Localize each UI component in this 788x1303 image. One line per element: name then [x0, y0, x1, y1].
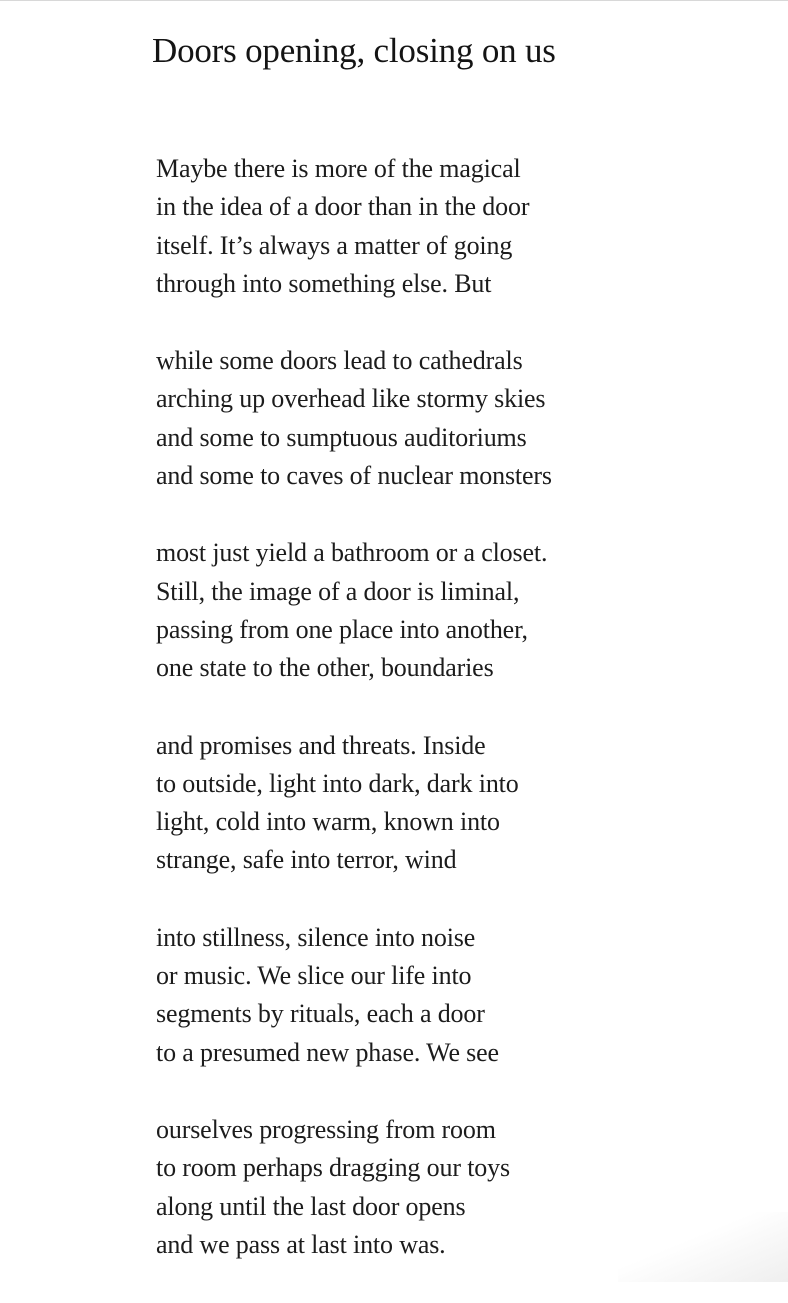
- poem-line: light, cold into warm, known into: [156, 807, 500, 837]
- poem-line: ourselves progressing from room: [156, 1114, 496, 1144]
- poem-line: to a presumed new phase. We see: [156, 1037, 499, 1067]
- poem-line: arching up overhead like stormy skies: [156, 384, 546, 414]
- poem-title: Doors opening, closing on us: [152, 31, 556, 70]
- poem-line: Maybe there is more of the magical: [156, 154, 521, 183]
- top-divider: [0, 0, 788, 1]
- stanza-4: [156, 727, 756, 880]
- poem-line: and some to caves of nuclear monsters: [156, 461, 552, 491]
- stanza-1: [156, 150, 756, 303]
- poem-body: [156, 150, 756, 1303]
- poem-line: in the idea of a door than in the door: [156, 192, 530, 222]
- poem-line: one state to the other, boundaries: [156, 653, 494, 683]
- poem-line: passing from one place into another,: [156, 614, 528, 644]
- poem-line: segments by rituals, each a door: [156, 999, 485, 1029]
- poem-line: and some to sumptuous auditoriums: [156, 422, 527, 452]
- stanza-5: [156, 919, 756, 1072]
- poem-line: to outside, light into dark, dark into: [156, 768, 519, 798]
- poem-line: or music. We slice our life into: [156, 961, 472, 991]
- poem-line: and promises and threats. Inside: [156, 730, 486, 760]
- poem-line: most just yield a bathroom or a closet.: [156, 538, 548, 568]
- poem-line: strange, safe into terror, wind: [156, 845, 457, 875]
- poem-line: Still, the image of a door is liminal,: [156, 576, 520, 606]
- poem-line: through into something else. But: [156, 268, 492, 298]
- poem-line: along until the last door opens: [156, 1191, 466, 1221]
- stanza-2: [156, 342, 756, 495]
- stanza-3: [156, 534, 756, 687]
- poem-line: while some doors lead to cathedrals: [156, 346, 523, 376]
- poem-line: and we pass at last into was.: [156, 1229, 446, 1259]
- stanza-6: [156, 1111, 756, 1264]
- poem-line: to room perhaps dragging our toys: [156, 1153, 510, 1183]
- poem-line: itself. It’s always a matter of going: [156, 230, 513, 260]
- poem-line: into stillness, silence into noise: [156, 922, 476, 952]
